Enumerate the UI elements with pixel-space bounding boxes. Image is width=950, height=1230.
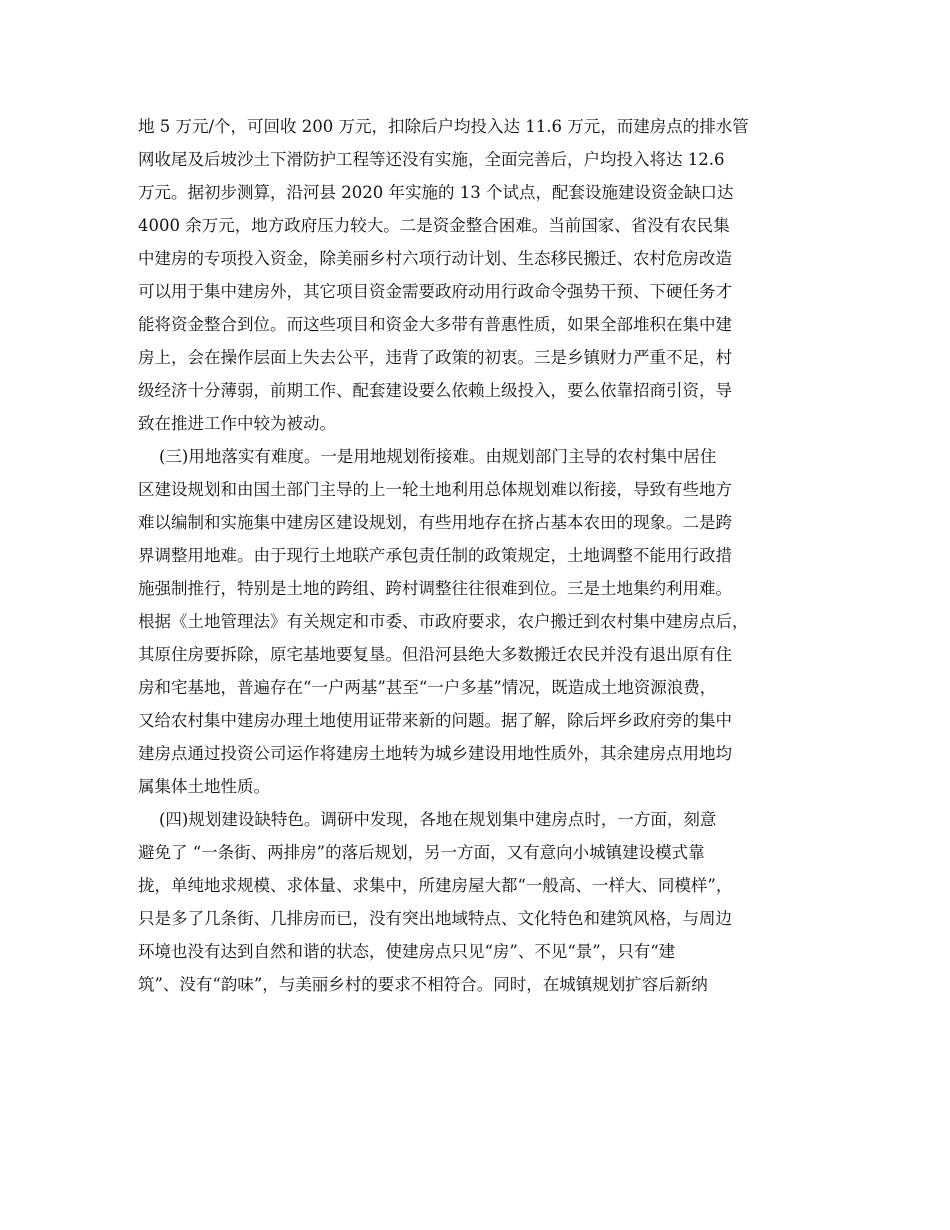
text-line: 筑”、没有“韵味”，与美丽乡村的要求不相符合。同时，在城镇规划扩容后新纳 [138, 975, 708, 994]
text-line: (四)规划建设缺特色。调研中发现，各地在规划集中建房点时，一方面，刻意 [138, 810, 717, 829]
text-line: 属集体土地性质。 [138, 777, 270, 796]
text-line: 致在推进工作中较为被动。 [138, 414, 336, 433]
text-line: 建房点通过投资公司运作将建房土地转为城乡建设用地性质外，其余建房点用地均 [138, 744, 732, 763]
text-line: (三)用地落实有难度。一是用地规划衔接难。由规划部门主导的农村集中居住 [138, 447, 717, 466]
text-line: 界调整用地难。由于现行土地联产承包责任制的政策规定，土地调整不能用行政措 [138, 546, 732, 565]
paragraph-land-use [138, 440, 814, 803]
text-line: 避免了 “一条街、两排房”的落后规划，另一方面，又有意向小城镇建设模式靠 [138, 843, 705, 862]
text-line: 难以编制和实施集中建房区建设规划，有些用地存在挤占基本农田的现象。二是跨 [138, 513, 732, 532]
text-line: 能将资金整合到位。而这些项目和资金大多带有普惠性质，如果全部堆积在集中建 [138, 315, 732, 334]
text-line: 根据《土地管理法》有关规定和市委、市政府要求，农户搬迁到农村集中建房点后， [138, 612, 749, 631]
text-line: 网收尾及后坡沙土下滑防护工程等还没有实施，全面完善后，户均投入将达 12.6 [138, 150, 725, 169]
text-line: 万元。据初步测算，沿河县 2020 年实施的 13 个试点，配套设施建设资金缺口达 [138, 183, 734, 202]
text-line: 又给农村集中建房办理土地使用证带来新的问题。据了解，除后坪乡政府旁的集中 [138, 711, 732, 730]
paragraph-funding [138, 110, 814, 440]
text-line: 4000 余万元，地方政府压力较大。二是资金整合困难。当前国家、省没有农民集 [138, 216, 730, 235]
text-line: 可以用于集中建房外，其它项目资金需要政府动用行政命令强势干预、下硬任务才 [138, 282, 732, 301]
text-line: 地 5 万元/个，可回收 200 万元，扣除后户均投入达 11.6 万元，而建房点的排水管 [138, 117, 749, 136]
text-line: 房和宅基地，普遍存在“一户两基”甚至“一户多基”情况，既造成土地资源浪费， [138, 678, 717, 697]
paragraph-planning [138, 803, 814, 1001]
text-line: 中建房的专项投入资金，除美丽乡村六项行动计划、生态移民搬迁、农村危房改造 [138, 249, 732, 268]
text-line: 拢，单纯地求规模、求体量、求集中，所建房屋大都“一般高、一样大、同模样”， [138, 876, 733, 895]
text-line: 只是多了几条街、几排房而已，没有突出地域特点、文化特色和建筑风格，与周边 [138, 909, 732, 928]
text-line: 环境也没有达到自然和谐的状态，使建房点只见“房”、不见“景”，只有“建 [138, 942, 676, 961]
text-line: 施强制推行，特别是土地的跨组、跨村调整往往很难到位。三是土地集约利用难。 [138, 579, 732, 598]
text-line: 区建设规划和由国土部门主导的上一轮土地利用总体规划难以衔接，导致有些地方 [138, 480, 732, 499]
text-line: 级经济十分薄弱，前期工作、配套建设要么依赖上级投入，要么依靠招商引资，导 [138, 381, 732, 400]
text-line: 其原住房要拆除，原宅基地要复垦。但沿河县绝大多数搬迁农民并没有退出原有住 [138, 645, 732, 664]
text-line: 房上，会在操作层面上失去公平，违背了政策的初衷。三是乡镇财力严重不足，村 [138, 348, 732, 367]
document-body [138, 110, 814, 1001]
